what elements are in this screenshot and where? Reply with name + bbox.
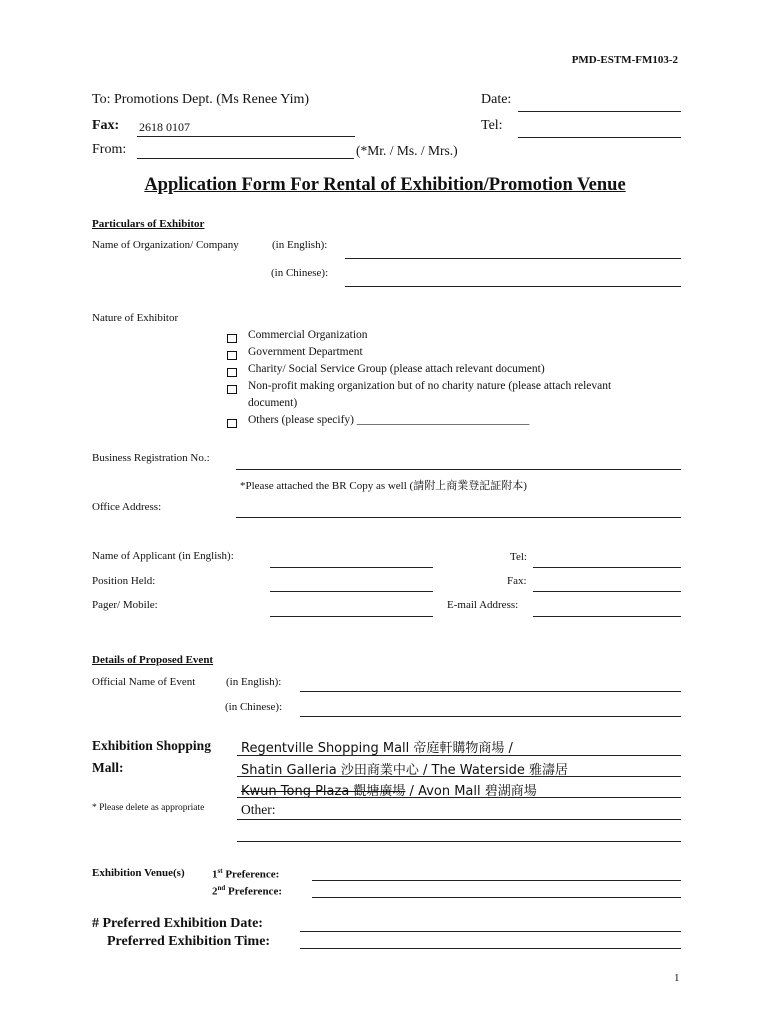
checkbox-others[interactable] bbox=[227, 419, 237, 428]
mall-line1-rule bbox=[237, 755, 681, 756]
nature-label: Nature of Exhibitor bbox=[92, 312, 179, 324]
applicant-fax-field[interactable] bbox=[533, 591, 681, 592]
mall-label-line2: Mall: bbox=[92, 760, 124, 775]
option-charity: Charity/ Social Service Group (please attach relevant document) bbox=[248, 363, 545, 375]
mall-line3-rule bbox=[237, 797, 681, 798]
pref2-label bbox=[212, 884, 282, 898]
applicant-name-field[interactable] bbox=[270, 567, 433, 568]
other-label: Other: bbox=[241, 802, 276, 817]
email-label: E-mail Address: bbox=[447, 599, 519, 611]
event-english-field[interactable] bbox=[300, 691, 681, 692]
applicant-tel-field[interactable] bbox=[533, 567, 681, 568]
checkbox-non-profit[interactable] bbox=[227, 385, 237, 394]
position-label: Position Held: bbox=[92, 575, 156, 587]
pref-date-field[interactable] bbox=[300, 931, 681, 932]
option-non-profit-cont: document) bbox=[248, 397, 298, 409]
salutation-options: (*Mr. / Ms. / Mrs.) bbox=[356, 143, 458, 158]
pref1-text: Preference: bbox=[222, 868, 280, 881]
pref-date-label: # Preferred Exhibition Date: bbox=[92, 916, 263, 931]
applicant-fax-label: Fax: bbox=[507, 575, 527, 587]
from-label: From: bbox=[92, 142, 127, 157]
page-number: 1 bbox=[674, 972, 680, 984]
mall-option-rest: / Avon Mall 碧湖商場 bbox=[405, 784, 537, 799]
org-name-label: Name of Organization/ Company bbox=[92, 239, 239, 251]
org-english-field[interactable] bbox=[345, 258, 681, 259]
mall-option-line1[interactable]: Regentville Shopping Mall 帝庭軒購物商場 / bbox=[241, 741, 513, 756]
event-chinese-label: (in Chinese): bbox=[225, 701, 283, 713]
fax-label: Fax: bbox=[92, 118, 120, 133]
pref1-number: 1 bbox=[212, 868, 218, 881]
pref2-field[interactable] bbox=[312, 897, 681, 898]
pager-label: Pager/ Mobile: bbox=[92, 599, 158, 611]
to-line: To: Promotions Dept. (Ms Renee Yim) bbox=[92, 92, 310, 107]
pref1-label bbox=[212, 867, 279, 881]
mall-line2-rule bbox=[237, 776, 681, 777]
option-commercial: Commercial Organization bbox=[248, 329, 368, 341]
applicant-tel-label: Tel: bbox=[510, 551, 527, 563]
checkbox-government[interactable] bbox=[227, 351, 237, 360]
section-heading-exhibitor: Particulars of Exhibitor bbox=[92, 218, 205, 230]
applicant-name-label: Name of Applicant (in English): bbox=[92, 550, 234, 562]
document-code: PMD-ESTM-FM103-2 bbox=[571, 54, 678, 66]
fax-value[interactable]: 2618 0107 bbox=[139, 120, 190, 134]
event-name-label: Official Name of Event bbox=[92, 676, 196, 688]
section-heading-event: Details of Proposed Event bbox=[92, 654, 214, 666]
br-note: *Please attached the BR Copy as well (請附上商業登記証附本) bbox=[240, 480, 527, 492]
date-label: Date: bbox=[481, 92, 512, 107]
br-label: Business Registration No.: bbox=[92, 452, 210, 464]
option-government: Government Department bbox=[248, 346, 363, 358]
pager-field[interactable] bbox=[270, 616, 433, 617]
other-field-extra[interactable] bbox=[237, 841, 681, 842]
email-field[interactable] bbox=[533, 616, 681, 617]
event-chinese-field[interactable] bbox=[300, 716, 681, 717]
form-title: Application Form For Rental of Exhibition/Promotion Venue bbox=[144, 175, 626, 195]
venue-label: Exhibition Venue(s) bbox=[92, 867, 185, 879]
pref-time-field[interactable] bbox=[300, 948, 681, 949]
pref2-number: 2 bbox=[212, 885, 218, 898]
checkbox-charity[interactable] bbox=[227, 368, 237, 377]
mall-label-line1: Exhibition Shopping bbox=[92, 738, 211, 753]
mall-option-struck: Kwun Tong Plaza 觀塘廣場 bbox=[241, 784, 406, 799]
delete-note: * Please delete as appropriate bbox=[92, 803, 205, 813]
pref1-field[interactable] bbox=[312, 880, 681, 881]
office-address-field[interactable] bbox=[236, 517, 681, 518]
org-chinese-label: (in Chinese): bbox=[271, 267, 329, 279]
other-field[interactable] bbox=[237, 819, 681, 820]
br-field[interactable] bbox=[236, 469, 681, 470]
org-english-label: (in English): bbox=[272, 239, 328, 251]
org-chinese-field[interactable] bbox=[345, 286, 681, 287]
pref2-suffix: nd bbox=[217, 884, 226, 892]
event-english-label: (in English): bbox=[226, 676, 282, 688]
position-field[interactable] bbox=[270, 591, 433, 592]
pref1-suffix: st bbox=[217, 867, 223, 875]
option-non-profit: Non-profit making organization but of no charity nature (please attach relevant bbox=[248, 380, 612, 392]
office-address-label: Office Address: bbox=[92, 501, 162, 513]
from-field[interactable] bbox=[137, 158, 354, 159]
date-field[interactable] bbox=[518, 111, 681, 112]
fax-field[interactable] bbox=[137, 136, 355, 137]
tel-field[interactable] bbox=[518, 137, 681, 138]
pref-time-label: Preferred Exhibition Time: bbox=[107, 934, 271, 949]
tel-label: Tel: bbox=[481, 118, 503, 133]
pref2-text: Preference: bbox=[225, 885, 282, 898]
checkbox-commercial[interactable] bbox=[227, 334, 237, 343]
mall-option-line2[interactable]: Shatin Galleria 沙田商業中心 / The Waterside 雅濤居 bbox=[241, 763, 569, 778]
option-others: Others (please specify) ______________________________ bbox=[248, 414, 530, 426]
